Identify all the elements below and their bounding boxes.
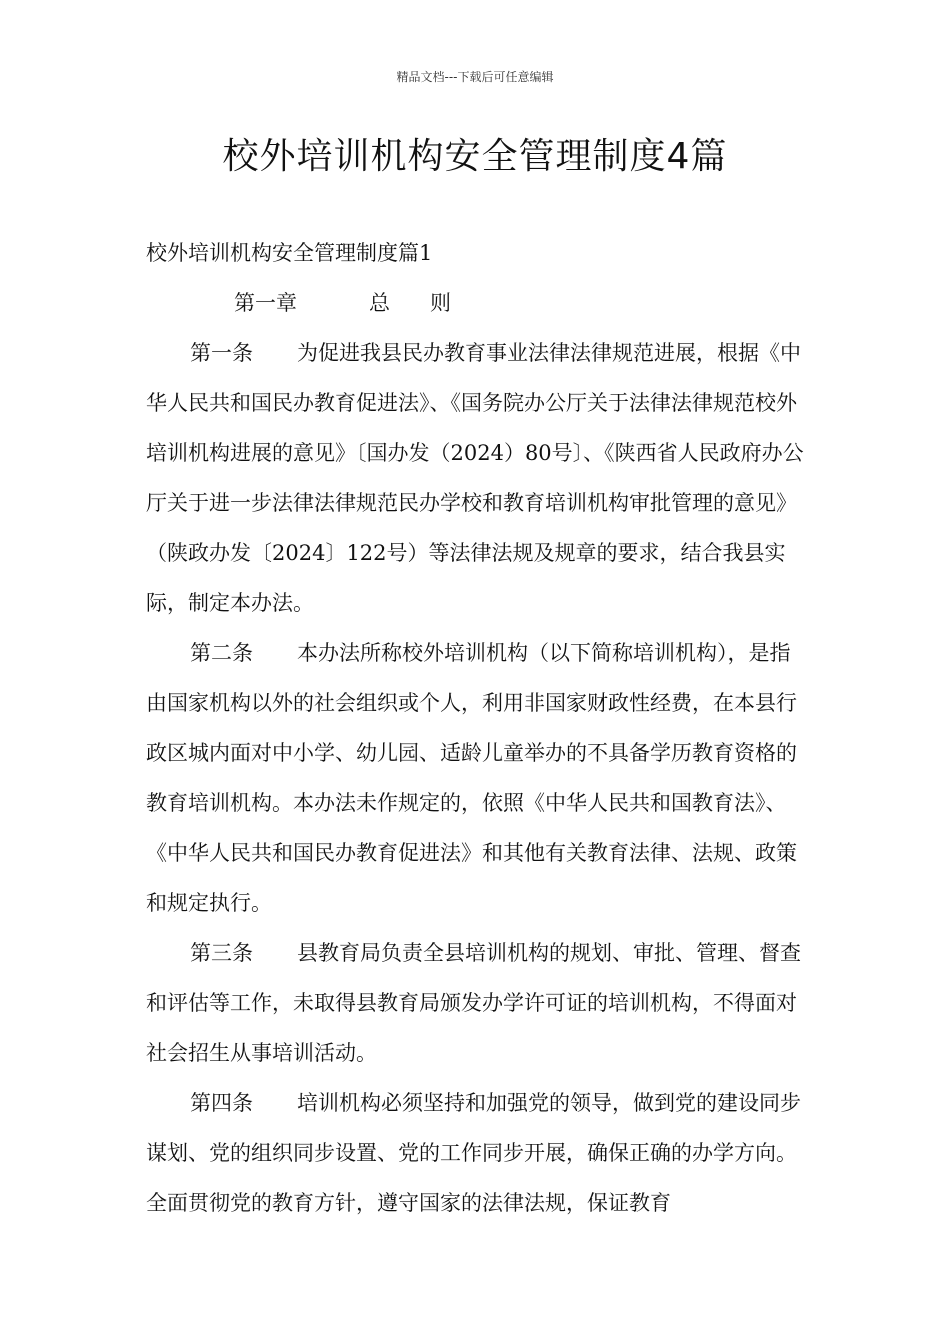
article-label: 第一条 (190, 341, 253, 365)
article-text: 为促进我县民办教育事业法律法律规范进展，根据《中华人民共和国民办教育促进法》、《国务院办公厅关于法律法律规范校外培训机构进展的意见》〔国办发（2024）80号〕、《陕西省人民政府办公厅关于进一步法律法律规范民办学校和教育培训机构审批管理的意见》（陕政办发〔2024〕122号）等法律法规及规章的要求，结合我县实际，制定本办法。 (146, 341, 804, 615)
chapter-name-part1: 总 (369, 291, 390, 315)
article-text: 培训机构必须坚持和加强党的领导，做到党的建设同步谋划、党的组织同步设置、党的工作同步开展，确保正确的办学方向。全面贯彻党的教育方针，遵守国家的法律法规，保证教育 (146, 1091, 801, 1215)
article-label: 第四条 (190, 1091, 253, 1115)
article-1 (146, 328, 810, 628)
document-title: 校外培训机构安全管理制度4篇 (222, 136, 728, 177)
chapter-label: 第一章 (234, 291, 297, 315)
article-label: 第三条 (190, 941, 253, 965)
article-text: 本办法所称校外培训机构（以下简称培训机构），是指由国家机构以外的社会组织或个人，利用非国家财政性经费，在本县行政区城内面对中小学、幼儿园、适龄儿童举办的不具备学历教育资格的教育培训机构。本办法未作规定的，依照《中华人民共和国教育法》、《中华人民共和国民办教育促进法》和其他有关教育法律、法规、政策和规定执行。 (146, 641, 797, 915)
chapter-heading (146, 278, 810, 328)
article-text: 县教育局负责全县培训机构的规划、审批、管理、督查和评估等工作，未取得县教育局颁发办学许可证的培训机构，不得面对社会招生从事培训活动。 (146, 941, 801, 1065)
article-4 (146, 1078, 810, 1228)
article-2 (146, 628, 810, 928)
chapter-name-part2: 则 (430, 291, 451, 315)
document-body (146, 228, 810, 1228)
article-3 (146, 928, 810, 1078)
header-note: 精品文档---下载后可任意编辑 (396, 70, 554, 84)
section-heading: 校外培训机构安全管理制度篇1 (146, 241, 433, 265)
article-label: 第二条 (190, 641, 253, 665)
